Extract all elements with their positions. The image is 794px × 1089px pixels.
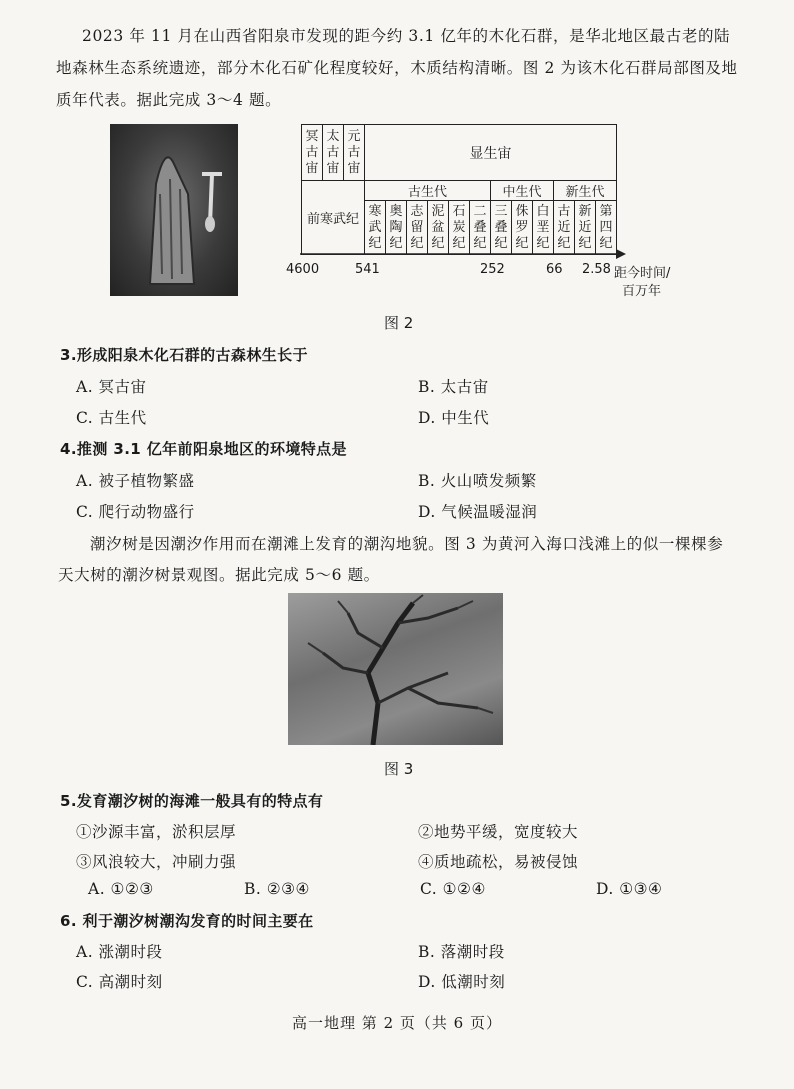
q3-stem: 3.形成阳泉木化石群的古森林生长于 (60, 346, 308, 364)
q5-statement-1: ①沙源丰富，淤积层厚 (76, 823, 237, 841)
eon-archean: 太 古 宙 (323, 125, 344, 181)
q5-statement-4: ④质地疏松，易被侵蚀 (418, 853, 579, 871)
axis-label-time: 距今时间/ (614, 266, 671, 281)
intro2-line2: 天大树的潮汐树景观图。据此完成 5～6 题。 (58, 566, 380, 584)
tick-66: 66 (546, 262, 563, 277)
intro1-line1: 2023 年 11 月在山西省阳泉市发现的距今约 3.1 亿年的木化石群，是华北地区最古老的陆 (82, 27, 731, 45)
q5-stem: 5.发育潮汐树的海滩一般具有的特点有 (60, 792, 324, 810)
q4-option-a: A. 被子植物繁盛 (76, 472, 195, 490)
era-mesozoic: 中生代 (491, 181, 554, 201)
time-axis-arrow (290, 246, 630, 262)
tick-4600: 4600 (286, 262, 320, 277)
period-neogene: 新 近 纪 (575, 201, 596, 255)
wood-fossil-illustration (110, 124, 238, 296)
eon-proterozoic: 元 古 宙 (344, 125, 365, 181)
geologic-time-table (301, 124, 617, 255)
period-silurian: 志 留 纪 (407, 201, 428, 255)
tick-2-58: 2.58 (582, 262, 611, 277)
period-quaternary: 第 四 纪 (596, 201, 617, 255)
period-ordovician: 奥 陶 纪 (386, 201, 407, 255)
precambrian: 前寒武纪 (302, 181, 365, 255)
q4-option-b: B. 火山喷发频繁 (418, 472, 537, 490)
q5-option-a: A. ①②③ (88, 880, 154, 898)
figure2-caption: 图 2 (384, 314, 414, 332)
q6-option-c: C. 高潮时刻 (76, 973, 163, 991)
q5-statement-3: ③风浪较大，冲刷力强 (76, 853, 237, 871)
intro2-line1: 潮汐树是因潮汐作用而在潮滩上发育的潮沟地貌。图 3 为黄河入海口浅滩上的似一棵棵参 (90, 535, 724, 553)
period-triassic: 三 叠 纪 (491, 201, 512, 255)
period-jurassic: 侏 罗 纪 (512, 201, 533, 255)
figure3-caption: 图 3 (384, 760, 414, 778)
era-paleozoic: 古生代 (365, 181, 491, 201)
q3-option-b: B. 太古宙 (418, 378, 489, 396)
tick-252: 252 (480, 262, 505, 277)
q4-option-c: C. 爬行动物盛行 (76, 503, 195, 521)
tidal-tree-photo (288, 593, 503, 745)
q5-option-c: C. ①②④ (420, 880, 486, 898)
period-paleogene: 古 近 纪 (554, 201, 575, 255)
q4-stem: 4.推测 3.1 亿年前阳泉地区的环境特点是 (60, 440, 347, 458)
q6-stem: 6. 利于潮汐树潮沟发育的时间主要在 (60, 912, 314, 930)
period-carboniferous: 石 炭 纪 (449, 201, 470, 255)
intro1-line3: 质年代表。据此完成 3～4 题。 (56, 91, 282, 109)
period-cretaceous: 白 垩 纪 (533, 201, 554, 255)
q5-statement-2: ②地势平缓，宽度较大 (418, 823, 579, 841)
eon-hadean: 冥 古 宙 (302, 125, 323, 181)
tick-541: 541 (355, 262, 380, 277)
tidal-tree-illustration (288, 593, 503, 745)
q3-option-d: D. 中生代 (418, 409, 490, 427)
era-cenozoic: 新生代 (554, 181, 617, 201)
q6-option-a: A. 涨潮时段 (76, 943, 163, 961)
q4-option-d: D. 气候温暖湿润 (418, 503, 538, 521)
period-permian: 二 叠 纪 (470, 201, 491, 255)
eon-phanerozoic: 显生宙 (365, 125, 617, 181)
q6-option-b: B. 落潮时段 (418, 943, 505, 961)
q5-option-d: D. ①③④ (596, 880, 663, 898)
period-cambrian: 寒 武 纪 (365, 201, 386, 255)
axis-label-unit: 百万年 (622, 284, 662, 299)
wood-fossil-photo (110, 124, 238, 296)
q5-option-b: B. ②③④ (244, 880, 310, 898)
period-devonian: 泥 盆 纪 (428, 201, 449, 255)
q3-option-a: A. 冥古宙 (76, 378, 147, 396)
intro1-line2: 地森林生态系统遗迹，部分木化石矿化程度较好，木质结构清晰。图 2 为该木化石群局部图及地 (56, 59, 738, 77)
q6-option-d: D. 低潮时刻 (418, 973, 506, 991)
page-footer: 高一地理 第 2 页（共 6 页） (292, 1014, 502, 1032)
q3-option-c: C. 古生代 (76, 409, 147, 427)
